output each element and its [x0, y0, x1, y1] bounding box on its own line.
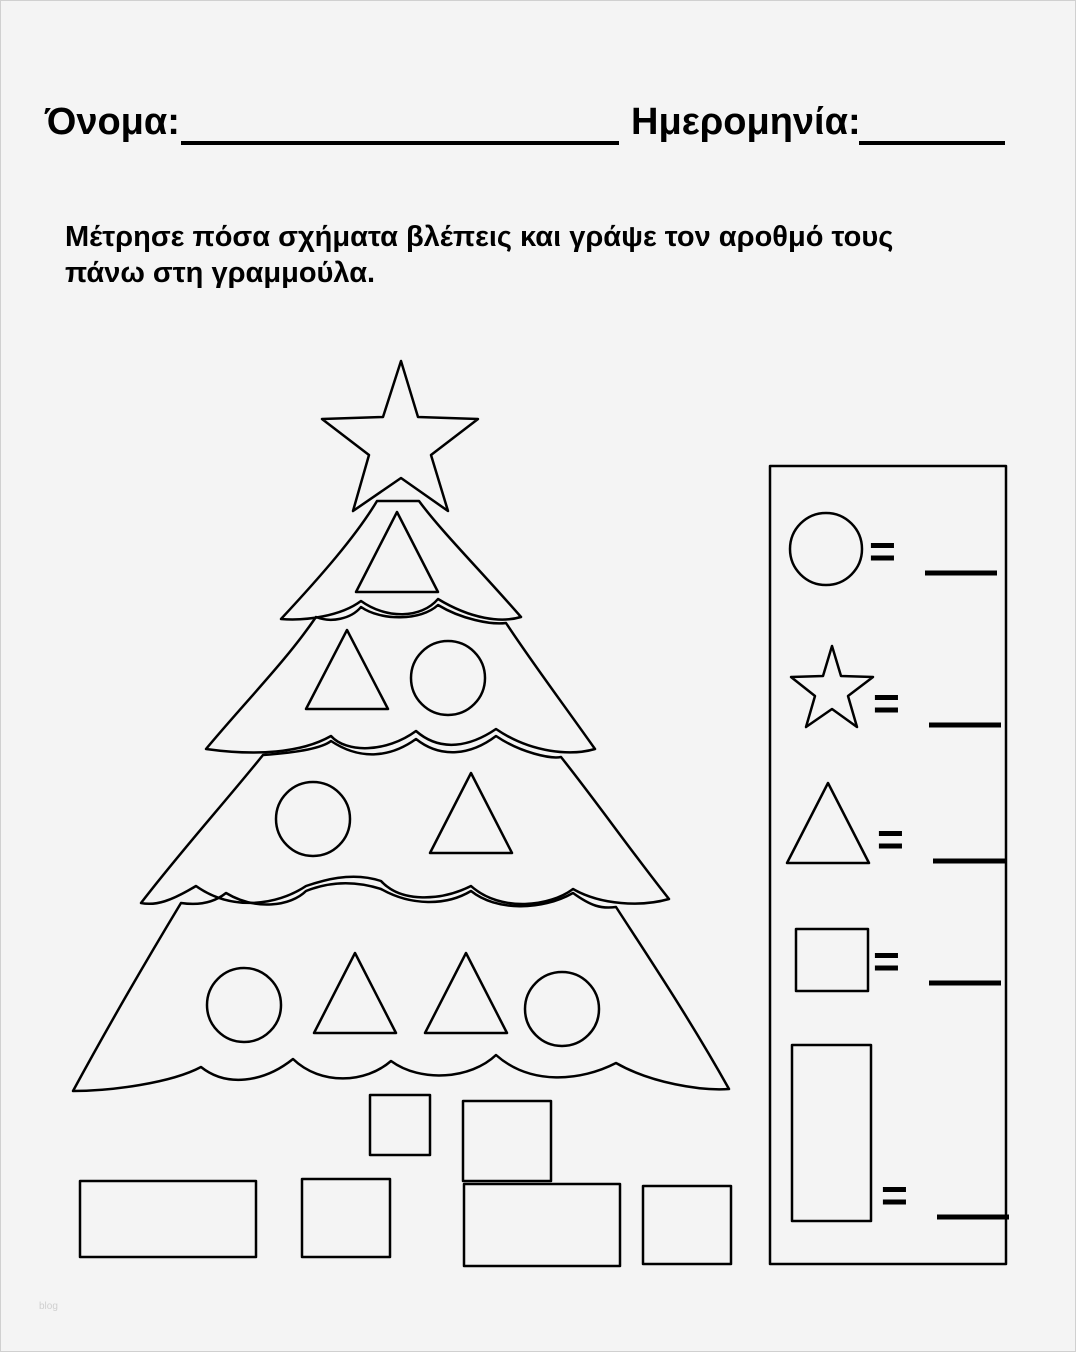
- gift-square: [643, 1186, 731, 1264]
- ornament-circle-icon: [411, 641, 485, 715]
- answer-triangle-icon: [787, 783, 869, 863]
- answer-equals-sign: =: [869, 525, 896, 577]
- gift-rectangle: [80, 1181, 256, 1257]
- ornament-triangle-icon: [425, 953, 507, 1033]
- tree-tier-4: [73, 883, 729, 1091]
- tree-trunk-square: [370, 1095, 430, 1155]
- answer-rectangle-icon: [792, 1045, 871, 1221]
- answer-equals-sign: =: [877, 813, 904, 865]
- gift-rectangle: [464, 1184, 620, 1266]
- answer-equals-sign: =: [881, 1169, 908, 1221]
- tree-tier-2: [206, 605, 595, 753]
- answer-key-frame: [770, 466, 1006, 1264]
- gift-square: [302, 1179, 390, 1257]
- answer-square-icon: [796, 929, 868, 991]
- answer-equals-sign: =: [873, 677, 900, 729]
- ornament-circle-icon: [525, 972, 599, 1046]
- answer-equals-sign: =: [873, 935, 900, 987]
- ornament-circle-icon: [207, 968, 281, 1042]
- tree-tier-3: [141, 736, 669, 904]
- ornament-circle-icon: [276, 782, 350, 856]
- tree-topper-star-icon: [322, 361, 478, 511]
- name-label: Όνομα:: [45, 101, 180, 143]
- christmas-tree: [73, 501, 729, 1155]
- answer-star-icon: [791, 646, 873, 727]
- watermark: blog: [39, 1301, 58, 1312]
- instruction-line-2: πάνω στη γραμμούλα.: [65, 257, 376, 289]
- answer-key-panel: [770, 466, 1009, 1264]
- ornament-triangle-icon: [430, 773, 512, 853]
- gift-boxes: [80, 1101, 731, 1266]
- date-label: Ημερομηνία:: [631, 101, 861, 143]
- answer-circle-icon: [790, 513, 862, 585]
- ornament-triangle-icon: [356, 512, 438, 592]
- tree-ornaments: [207, 512, 599, 1046]
- ornament-triangle-icon: [306, 630, 388, 709]
- gift-square: [463, 1101, 551, 1181]
- worksheet-drawing: [1, 1, 1076, 1353]
- instruction-line-1: Μέτρησε πόσα σχήματα βλέπεις και γράψε τον αροθμό τους: [65, 221, 894, 253]
- ornament-triangle-icon: [314, 953, 396, 1033]
